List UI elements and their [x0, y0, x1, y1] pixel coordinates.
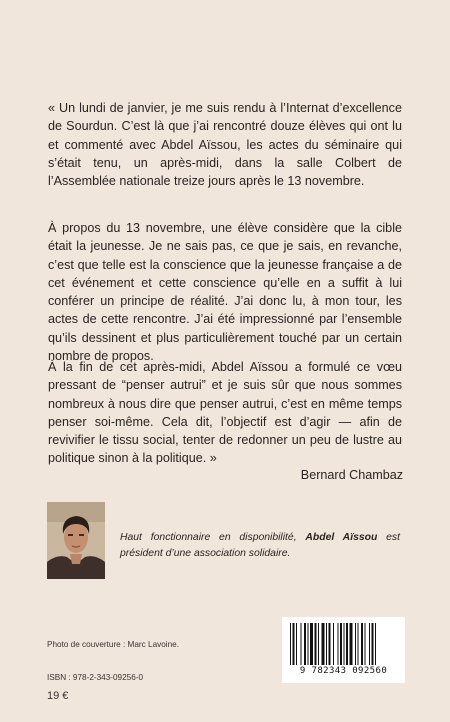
cover-photo-credit: Photo de couverture : Marc Lavoine.	[47, 640, 179, 649]
author-bio-prefix: Haut fonctionnaire en disponibilité,	[120, 532, 306, 543]
barcode	[282, 617, 405, 683]
barcode-bars	[288, 623, 399, 665]
signature: Bernard Chambaz	[300, 468, 403, 482]
quote-paragraph-3: À la fin de cet après-midi, Abdel Aïssou a formulé ce vœu pressant de “penser autrui” et je suis sûr que nous sommes nombreux à nous dire que penser autrui, c’est en même temps penser soi-même. Cela dit, l’objectif est d’agir — afin de revivifier le tissu social, tenter de redonner un peu de lustre au politique sinon à la politique. »	[48, 360, 402, 466]
isbn: ISBN : 978-2-343-09256-0	[47, 673, 144, 682]
price: 19 €	[47, 690, 69, 702]
author-bio	[120, 530, 400, 561]
quote-paragraph-1: « Un lundi de janvier, je me suis rendu à l’Internat d’excellence de Sourdun. C’est là que j’ai rencontré douze élèves qui ont lu et commenté avec Abdel Aïssou, les actes du séminaire qui s’était tenu, un après-midi, dans la salle Colbert de l’Assemblée nationale treize jours après le 13 novembre.	[48, 101, 402, 189]
quote-paragraph-2: À propos du 13 novembre, une élève considère que la cible était la jeunesse. Je ne sais pas, ce que je sais, en revanche, c’est que telle est la conscience que la jeunesse française a de cet événement et cette conscience qu’elle en a suffit à lui conférer un principe de réalité. J’ai donc lu, à mon tour, les actes de cette rencontre. J’ai été impressionné par l’ensemble qu’ils dessinent et plus particulièrement touché par un certain nombre de propos.	[48, 221, 402, 364]
author-bio-suffix: est président d’une association solidaire.	[120, 532, 400, 559]
author-name: Abdel Aïssou	[305, 532, 378, 543]
portrait-image	[47, 502, 105, 579]
author-photo	[47, 502, 105, 579]
barcode-digits: 9 782343 092560	[299, 666, 388, 676]
